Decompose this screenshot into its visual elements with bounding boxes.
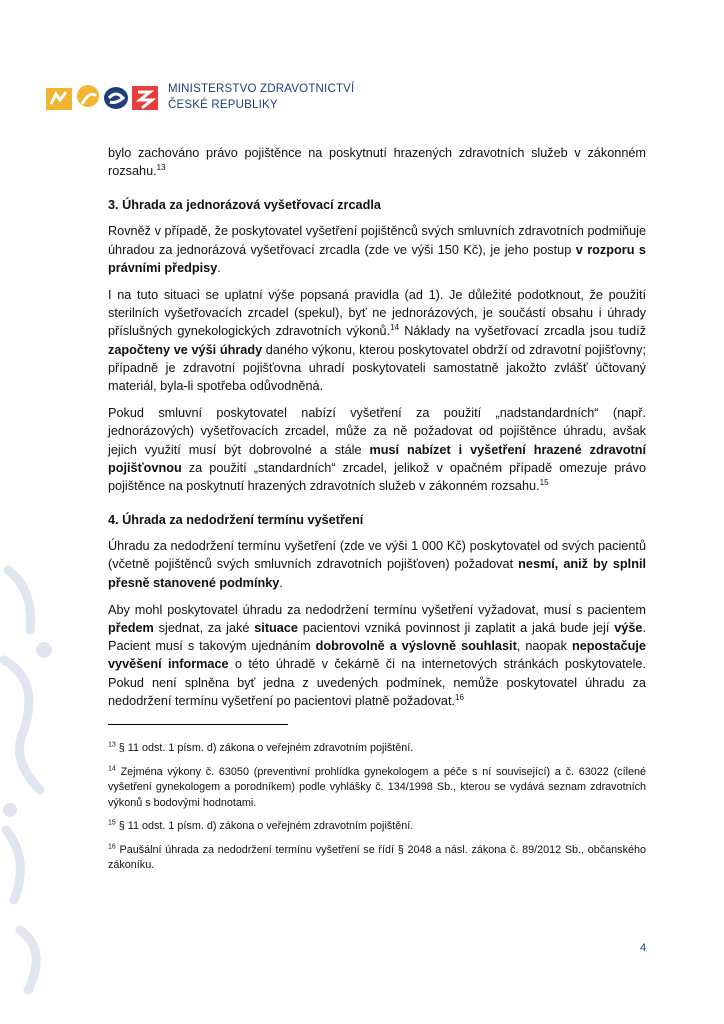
page-header (46, 78, 466, 118)
document-body (108, 144, 646, 882)
intro-paragraph: bylo zachováno právo pojištěnce na poskytnutí hrazených zdravotních služeb v zákonném rozsahu.$^{13}$ (108, 146, 646, 179)
ministry-name-line1: MINISTERSTVO ZDRAVOTNICTVÍ (168, 83, 355, 95)
section-3-paragraph-2: I na tuto situaci se uplatní výše popsaná pravidla (ad 1). Je důležité podotknout, že použití sterilních vyšetřovacích zrcadel (spekul), byť ne jednorázových, je součástí obsahu i úhrady příslušných gynekologických zdravotních výkonů.$^{14}$ Náklady na vyšetřovací zrcadla jsou tudíž započteny ve výši úhrady daného výkonu, kterou poskytovatel obdrží od zdravotní pojišťovny; případně je zdravotní pojišťovna uhradí poskytovateli samostatně jakožto zvlášť účtovaný materiál, byla-li spotřeba odůvodněná. (108, 288, 646, 394)
ministry-logo-icon (46, 82, 162, 112)
section-4-paragraph-2: Aby mohl poskytovatel úhradu za nedodržení termínu vyšetření vyžadovat, musí s pacientem předem sjednat, za jaké situace pacientovi vzniká povinnost ji zaplatit a jaká bude její výše. Pacient musí s takovým ujednáním dobrovolně a výslovně souhlasit, naopak nepostačuje vyvěšení informace o této úhradě v čekárně či na internetových stránkách poskytovatele. Pokud není splněna byť jedna z uvedených podmínek, nemůže poskytovatel úhradu za nedodržení termínu vyšetření po pacientovi platně požadovat.$^{16}$ (108, 602, 646, 708)
footnote-ref-14: 14 (390, 323, 400, 333)
page-number: 4 (640, 942, 647, 954)
ministry-name-line2: ČESKÉ REPUBLIKY (168, 99, 278, 111)
section-4-paragraph-1: Úhradu za nedodržení termínu vyšetření (zde ve výši 1 000 Kč) poskytovatel od svých pacientů (včetně pojištěnců svých smluvních zdravotních pojišťoven) požadovat nesmí, aniž by splnil přesně stanovené podmínky. (108, 539, 646, 590)
footnote-16: $^{16}$ Paušální úhrada za nedodržení termínu vyšetření se řídí § 2048 a násl. zákona č. 89/2012 Sb., občanského zákoníku. (108, 842, 646, 872)
footnote-13: $^{13}$ § 11 odst. 1 písm. d) zákona o veřejném zdravotním pojištění. (108, 741, 414, 755)
ministry-name (168, 81, 354, 113)
footnote-ref-13: 13 (156, 162, 166, 172)
footnote-ref-15: 15 (539, 477, 549, 487)
section-3-paragraph-3: Pokud smluvní poskytovatel nabízí vyšetření za použití „nadstandardních“ (např. jednorázových) vyšetřovacích zrcadel, může za ně požadovat od pojištěnce úhradu, avšak jejich využití musí být dobrovolné a stále musí nabízet i vyšetření hrazené zdravotní pojišťovnou za použití „standardních“ zrcadel, jelikož v opačném případě omezuje právo pojištěnce na poskytnutí hrazených zdravotních služeb v zákonném rozsahu.$^{15}$ (108, 406, 646, 494)
footnote-ref-16: 16 (455, 692, 464, 702)
section-4-heading: 4. Úhrada za nedodržení termínu vyšetření (108, 513, 364, 528)
section-3-paragraph-1: Rovněž v případě, že poskytovatel vyšetření pojištěnců svých smluvních zdravotních podmiňuje úhradou za jednorázová vyšetřovací zrcadla (zde ve výši 150 Kč), je jeho postup v rozporu s právními předpisy. (108, 224, 646, 275)
decorative-figure-watermark (0, 560, 60, 1000)
footnote-divider (108, 724, 288, 725)
section-3-heading: 3. Úhrada za jednorázová vyšetřovací zrcadla (108, 198, 381, 213)
footnote-15: $^{15}$ § 11 odst. 1 písm. d) zákona o veřejném zdravotním pojištění. (108, 819, 414, 833)
footnote-14: $^{14}$ Zejména výkony č. 63050 (preventivní prohlídka gynekologem a péče s ní související) a č. 63022 (cílené vyšetření gynekologem a porodníkem) podle vyhlášky č. 134/1998 Sb., kterou se vydává seznam zdravotních výkonů s bodovými hodnotami. (108, 764, 646, 809)
